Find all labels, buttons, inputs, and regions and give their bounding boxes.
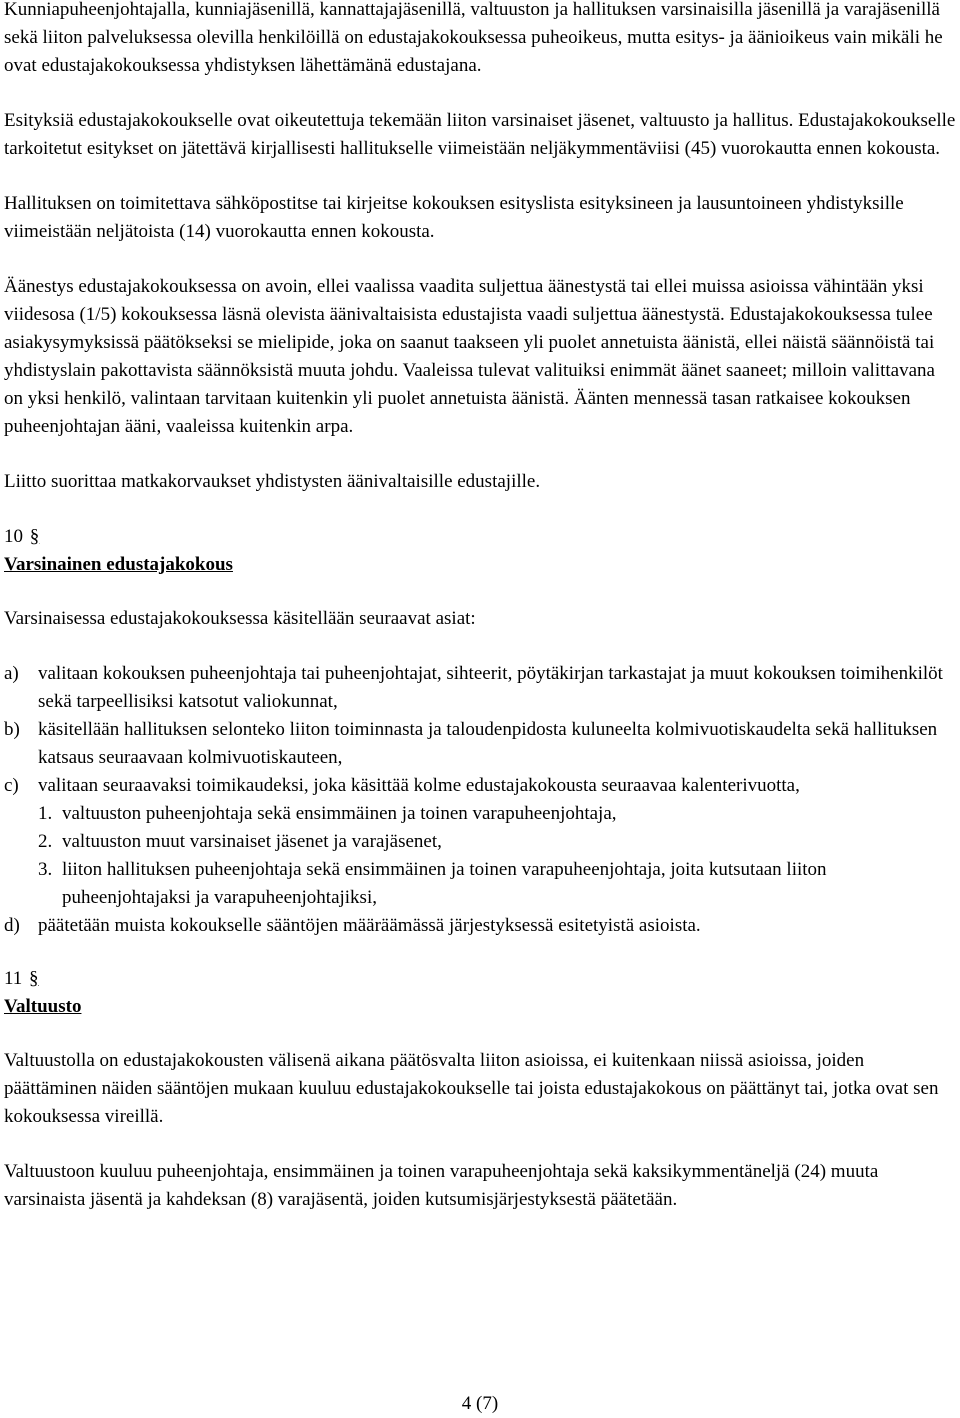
paragraph-speaking-rights: Kunniapuheenjohtajalla, kunniajäsenillä, kannattajajäsenillä, valtuuston ja hallituksen varsinaisilla jäsenillä ja varajäsenillä sekä liiton palveluksessa olevilla henkilöillä on edustajakokouksessa puheoikeus, mutta esitys- ja äänioikeus vain mikäli he ovat edustajakokouksessa yhdistyksen lähettämänä edustajana. bbox=[4, 0, 943, 76]
sub-list-marker: 1. bbox=[38, 803, 53, 824]
section-10-intro: Varsinaisessa edustajakokouksessa käsitellään seuraavat asiat: bbox=[4, 608, 476, 629]
paragraph-travel-compensation: Liitto suorittaa matkakorvaukset yhdistysten äänivaltaisille edustajille. bbox=[4, 471, 541, 492]
section-10-number bbox=[4, 523, 956, 551]
section-symbol: § bbox=[29, 968, 39, 989]
list-item-text: valitaan seuraavaksi toimikaudeksi, joka käsittää kolme edustajakokousta seuraavaa kalenterivuotta, bbox=[38, 775, 800, 796]
paragraph-proposals: Esityksiä edustajakokoukselle ovat oikeutettuja tekemään liiton varsinaiset jäsenet, valtuusto ja hallitus. Edustajakokoukselle tarkoitetut esitykset on jätettävä kirjallisesti hallitukselle viimeistään neljäkymmentäviisi (45) vuorokautta ennen kokousta. bbox=[4, 110, 956, 159]
list-item-c bbox=[4, 772, 956, 800]
section-11-number-text: 11 bbox=[4, 968, 23, 989]
sub-list-item-text: liiton hallituksen puheenjohtaja sekä ensimmäinen ja toinen varapuheenjohtaja, joita kutsutaan liiton puheenjohtajaksi ja varapuheenjohtajiksi, bbox=[62, 859, 827, 908]
list-item-text: valitaan kokouksen puheenjohtaja tai puheenjohtajat, sihteerit, pöytäkirjan tarkastajat ja muut kokouksen toimihenkilöt sekä tarpeellisiksi katsotut valiokunnat, bbox=[38, 663, 943, 712]
sub-list-item-2 bbox=[4, 828, 956, 856]
sub-list-item-1 bbox=[4, 800, 956, 828]
page-number: 4 (7) bbox=[461, 1393, 499, 1414]
sub-list-item-3 bbox=[4, 856, 956, 912]
sub-list-marker: 2. bbox=[38, 831, 53, 852]
document-page bbox=[4, 0, 956, 1214]
list-item-a bbox=[4, 660, 956, 716]
paragraph-voting: Äänestys edustajakokouksessa on avoin, ellei vaalissa vaadita suljettua äänestystä tai ellei muissa asioissa vähintään yksi viidesosa (1/5) kokouksessa läsnä olevista äänivaltaisista edustajista vaadi suljettua äänestystä. Edustajakokouksessa tulee asiakysymyksissä päätökseksi se mielipide, joka on saanut taakseen yli puolet annetuista äänistä, ellei näistä säännöistä tai yhdistyslain pakottavista säännöksistä muuta johdu. Vaaleissa tulevat valituiksi enimmät äänet saaneet; milloin valittavana on yksi henkilö, valintaan tarvitaan kuitenkin yli puolet annetuista äänistä. Äänten mennessä tasan ratkaisee kokouksen puheenjohtajan ääni, vaaleissa kuitenkin arpa. bbox=[4, 276, 935, 437]
list-item-c-sublist bbox=[4, 800, 956, 912]
list-marker: a) bbox=[4, 663, 19, 684]
sub-list-item-text: valtuuston puheenjohtaja sekä ensimmäinen ja toinen varapuheenjohtaja, bbox=[62, 803, 617, 824]
sub-list-marker: 3. bbox=[38, 859, 53, 880]
list-item-text: päätetään muista kokoukselle sääntöjen määräämässä järjestyksessä esitetyistä asioista. bbox=[38, 915, 701, 936]
section-10-agenda-list bbox=[4, 660, 956, 940]
paragraph-agenda-delivery: Hallituksen on toimitettava sähköpostitse tai kirjeitse kokouksen esityslista esityksineen ja lausuntoineen yhdistyksille viimeistään neljätoista (14) vuorokautta ennen kokousta. bbox=[4, 193, 904, 242]
section-symbol: § bbox=[29, 526, 40, 547]
list-marker: d) bbox=[4, 915, 20, 936]
sub-list-item-text: valtuuston muut varsinaiset jäsenet ja varajäsenet, bbox=[62, 831, 442, 852]
list-marker: c) bbox=[4, 775, 19, 796]
list-item-text: käsitellään hallituksen selonteko liiton toiminnasta ja taloudenpidosta kuluneelta kolmivuotiskaudelta sekä hallituksen katsaus seuraavaan kolmivuotiskauteen, bbox=[38, 719, 938, 768]
list-marker: b) bbox=[4, 719, 20, 740]
section-11-paragraph-composition: Valtuustoon kuuluu puheenjohtaja, ensimmäinen ja toinen varapuheenjohtaja sekä kaksikymmentäneljä (24) muuta varsinaista jäsentä ja kahdeksan (8) varajäsentä, joiden kutsumisjärjestyksestä päätetään. bbox=[4, 1161, 879, 1210]
section-11-title: Valtuusto bbox=[4, 996, 82, 1017]
list-item-b bbox=[4, 716, 956, 772]
section-11-paragraph-powers: Valtuustolla on edustajakokousten välisenä aikana päätösvalta liiton asioissa, ei kuitenkaan niissä asioissa, joiden päättäminen näiden sääntöjen mukaan kuuluu edustajakokoukselle tai joista edustajakokous on päättänyt tai, jotka ovat sen kokouksessa vireillä. bbox=[4, 1050, 939, 1127]
section-10-title: Varsinainen edustajakokous bbox=[4, 554, 233, 575]
list-item-d bbox=[4, 912, 956, 940]
section-10-number-text: 10 bbox=[4, 526, 23, 547]
section-11-number bbox=[4, 965, 956, 993]
